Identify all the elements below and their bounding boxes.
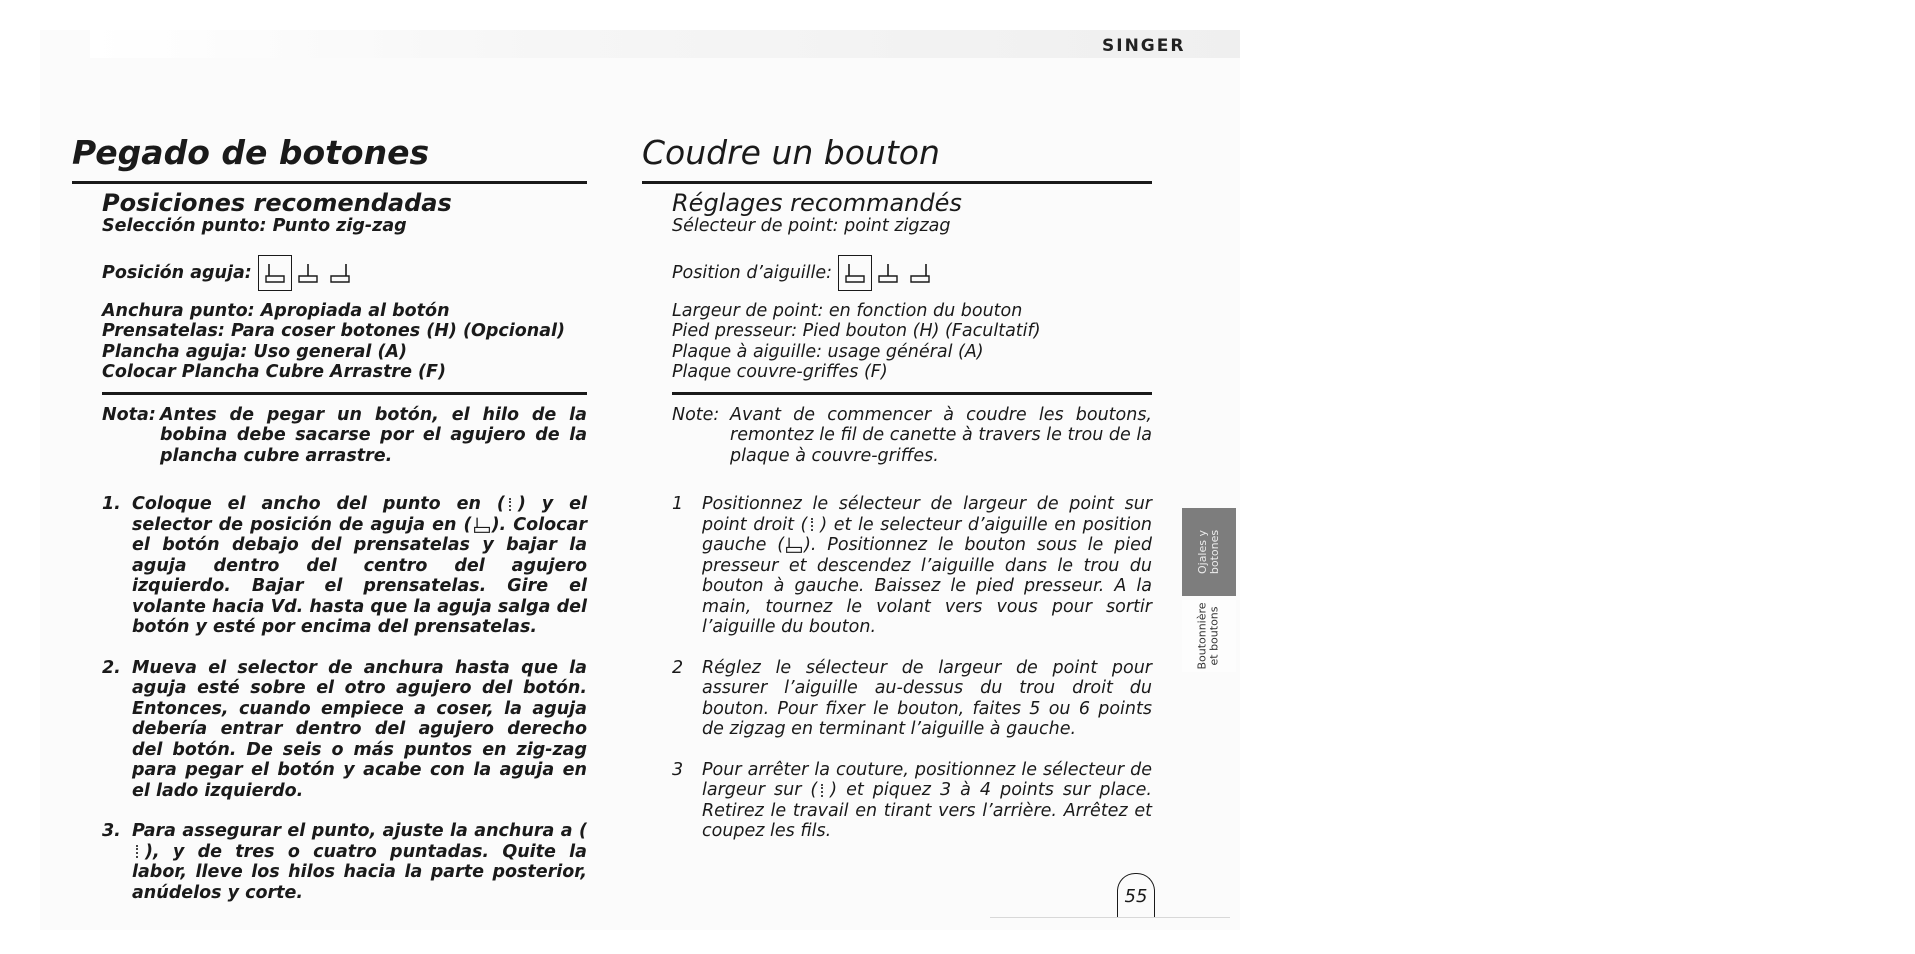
section-tab-label: Ojales y botones bbox=[1195, 529, 1221, 575]
step-text: Coloque el ancho del punto en ( ) y el selector de posición de aguja en ( ). Colocar el botón debajo del prensatelas y bajar la aguja dentro del centro del agujero izquierdo. Bajar el prensatelas. Gire el volante hacia Vd. hasta que la aguja salga del botón y esté por encima del prensatelas. bbox=[132, 494, 587, 638]
step-number: 2 bbox=[672, 657, 684, 678]
settings-heading: Posiciones recomendadas bbox=[102, 189, 452, 217]
section-tab-label: Boutonnière et boutons bbox=[1196, 602, 1222, 670]
straight-stitch-icon bbox=[509, 498, 514, 511]
needle-position-diagram bbox=[838, 255, 936, 291]
setting-line: Plancha aguja: Uso general (A) bbox=[102, 341, 408, 362]
needle-center-icon bbox=[292, 256, 324, 290]
step-number: 1. bbox=[102, 494, 121, 515]
note bbox=[672, 405, 1152, 467]
spanish-column bbox=[72, 133, 587, 923]
note-text: Avant de commencer à coudre les boutons, remontez le fil de canette à travers le trou de la plaque à couvre-griffes. bbox=[730, 404, 1152, 466]
step-item bbox=[102, 494, 587, 638]
settings-heading: Réglages recommandés bbox=[672, 189, 962, 217]
needle-position-label: Posición aguja: bbox=[102, 262, 252, 283]
page-number: 55 bbox=[1117, 873, 1155, 918]
stitch-selection: Selección punto: Punto zig-zag bbox=[102, 216, 407, 237]
settings-block bbox=[102, 190, 587, 903]
section-rule bbox=[672, 392, 1152, 395]
step-item bbox=[102, 658, 587, 802]
needle-right-icon bbox=[904, 256, 936, 290]
setting-line: Plaque à aiguille: usage général (A) bbox=[672, 341, 984, 362]
page-title: Pegado de botones bbox=[72, 133, 430, 172]
step-item bbox=[672, 658, 1152, 740]
setting-line: Colocar Plancha Cubre Arrastre (F) bbox=[102, 362, 446, 383]
stitch-selection: Sélecteur de point: point zigzag bbox=[672, 216, 951, 237]
straight-stitch-icon bbox=[811, 518, 816, 531]
french-column bbox=[642, 133, 1152, 862]
step-text: Mueva el selector de anchura hasta que la aguja esté sobre el otro agujero del botón. Entonces, cuando empiece a coser, la aguja debería entrar dentro del agujero derecho del botón. De seis o más puntos en zig-zag para pegar el botón y acabe con la aguja en el lado izquierdo. bbox=[132, 657, 587, 801]
needle-left-icon bbox=[784, 536, 804, 554]
step-item bbox=[672, 760, 1152, 842]
needle-left-icon bbox=[258, 255, 292, 291]
section-rule bbox=[102, 392, 587, 395]
settings-block bbox=[672, 190, 1152, 842]
needle-position-diagram bbox=[258, 255, 356, 291]
page-title-fr: Coudre un bouton bbox=[642, 133, 940, 172]
brand-name: SINGER bbox=[1102, 36, 1186, 56]
note bbox=[102, 405, 587, 467]
setting-line: Pied presseur: Pied bouton (H) (Facultatif) bbox=[672, 321, 1041, 342]
step-text: Positionnez le sélecteur de largeur de point sur point droit ( ) et le selecteur d’aiguille en position gauche ( ). Positionnez le bouton sous le pied presseur et descendez l’aiguille dans le trou du bouton à gauche. Baissez le pied presseur. A la main, tournez le volant vers vous pour sortir l’aiguille du bouton. bbox=[702, 494, 1152, 638]
note-label: Note: bbox=[672, 404, 720, 425]
section-tab-spanish[interactable] bbox=[1182, 508, 1236, 596]
steps-list bbox=[672, 494, 1152, 842]
note-label: Nota: bbox=[102, 404, 156, 425]
needle-center-icon bbox=[872, 256, 904, 290]
step-number: 3 bbox=[672, 759, 684, 780]
step-text: Réglez le sélecteur de largeur de point pour assurer l’aiguille au-dessus du trou droit du bouton. Pour fixer le bouton, faites 5 ou 6 points de zigzag en terminant l’aiguille à gauche. bbox=[702, 657, 1152, 740]
needle-right-icon bbox=[324, 256, 356, 290]
needle-left-icon bbox=[838, 255, 872, 291]
steps-list bbox=[102, 494, 587, 903]
needle-position-row bbox=[102, 255, 587, 291]
setting-line: Largeur de point: en fonction du bouton bbox=[672, 300, 1023, 321]
straight-stitch-icon bbox=[136, 845, 141, 858]
step-number: 1 bbox=[672, 494, 684, 515]
setting-line: Anchura punto: Apropiada al botón bbox=[102, 300, 450, 321]
title-rule bbox=[72, 181, 587, 184]
step-number: 2. bbox=[102, 657, 121, 678]
setting-line: Prensatelas: Para coser botones (H) (Opcional) bbox=[102, 321, 566, 342]
step-item bbox=[102, 821, 587, 903]
title-rule bbox=[642, 181, 1152, 184]
step-item bbox=[672, 494, 1152, 638]
footer-rule bbox=[990, 917, 1230, 918]
straight-stitch-icon bbox=[821, 784, 826, 797]
step-text: Pour arrêter la couture, positionnez le sélecteur de largeur sur ( ) et piquez 3 à 4 points sur place. Retirez le travail en tirant vers l’arrière. Arrêtez et coupez les fils. bbox=[702, 759, 1152, 842]
step-number: 3. bbox=[102, 821, 121, 842]
needle-left-icon bbox=[472, 516, 492, 534]
needle-position-label: Position d’aiguille: bbox=[672, 262, 833, 283]
step-text: Para assegurar el punto, ajuste la anchura a (), y de tres o cuatro puntadas. Quite la labor, lleve los hilos hacia la parte posterior, anúdelos y corte. bbox=[132, 821, 587, 903]
setting-line: Plaque couvre-griffes (F) bbox=[672, 362, 888, 383]
header-strip bbox=[90, 30, 1240, 58]
section-tab-french[interactable] bbox=[1182, 600, 1236, 672]
note-text: Antes de pegar un botón, el hilo de la bobina debe sacarse por el agujero de la plancha cubre arrastre. bbox=[160, 404, 587, 466]
needle-position-row bbox=[672, 255, 1152, 291]
